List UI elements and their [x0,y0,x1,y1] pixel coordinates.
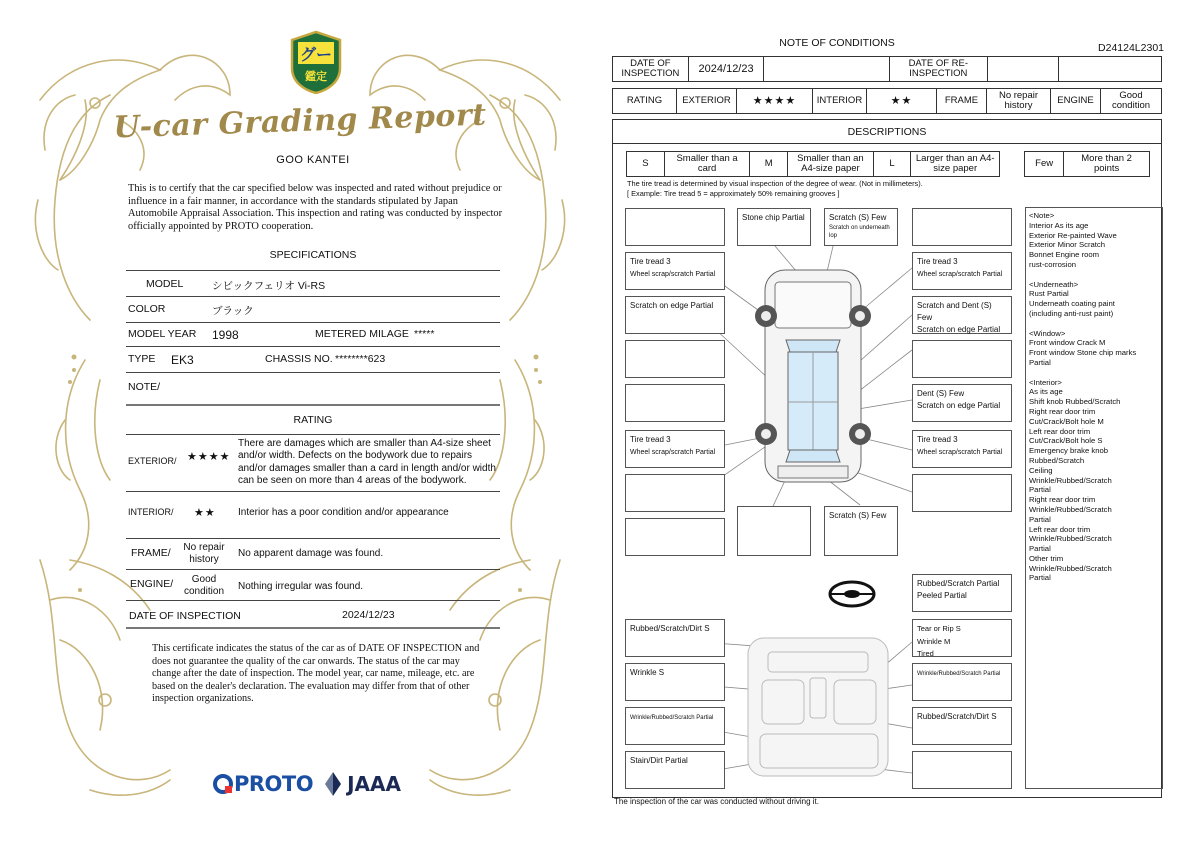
noc-title: NOTE OF CONDITIONS [779,37,895,49]
box-line: Scratch on edge Partial [917,325,1001,334]
note-label: NOTE/ [128,381,161,393]
box-line: Tire tread 3 [917,435,958,444]
legend-l: L [874,152,912,176]
note-line: Interior As its age [1029,220,1089,230]
model-value: シビックフェリオ Vi-RS [212,280,326,292]
interior-label: INTERIOR/ [128,507,174,517]
damage-box [625,474,725,512]
damage-box [625,252,725,290]
note-line: Other trim [1029,553,1064,563]
box-interior-3: Wrinkle S [630,668,665,677]
engine-label: ENGINE [1051,89,1101,113]
damage-box [912,296,1012,334]
note-line: Ceiling [1029,465,1053,475]
damage-box [625,707,725,745]
damage-box [912,340,1012,378]
date-value: 2024/12/23 [689,57,765,81]
jaaa-mark-icon [323,771,343,797]
exterior-stars: ★★★★ [187,451,231,463]
engine-description: Nothing irregular was found. [238,581,364,592]
divider [126,322,500,323]
metered-milage-label: METERED MILAGE [315,328,409,340]
damage-box [625,384,725,422]
box-scratch-sub: Scratch on underneath lop [829,225,890,239]
box-tire-rear-left [626,431,719,462]
frame-value: No repair history [987,89,1051,113]
note-line: Wrinkle/Rubbed/Scratch [1029,475,1112,485]
damage-box [625,619,725,657]
box-tire-front-right [913,253,1006,284]
interior-stars: ★★ [194,507,216,519]
certify-statement: This is to certify that the car specified below was inspected and rated without prejudice or influence in a fair manner, in accordance with the standards stipulated by Japan Automobile Appraisal Association. This inspection and rating was conducted by inspector officially appointed by PROTO cooperation. [128,183,503,232]
damage-box [912,384,1012,422]
damage-box [912,751,1012,789]
legend-l-desc: Larger than an A4-size paper [915,153,995,174]
note-line: Front window Stone chip marks [1029,348,1137,358]
box-line: Tire tread 3 [917,257,958,266]
engine-value: Good condition [183,574,225,598]
damage-box [737,506,811,556]
damage-box [912,619,1012,657]
note-line: <Window> [1029,328,1066,338]
model-year-label: MODEL YEAR [128,328,197,340]
note-line: Rust Partial [1029,289,1069,299]
car-interior-icon [748,638,888,776]
model-label: MODEL [146,278,184,290]
damage-box [625,208,725,246]
divider [126,434,500,435]
box-line: Wheel scrap/scratch Partial [917,449,1003,456]
inspection-date-value: 2024/12/23 [342,609,395,621]
divider [126,296,500,297]
jaaa-logo-text: JAAA [347,772,401,796]
divider [126,600,500,601]
note-line: Exterior Re-painted Wave [1029,230,1117,240]
box-line: Scratch and Dent (S) Few [917,301,992,322]
legend-few: Few [1025,152,1064,176]
note-line: Cut/Crack/Bolt hole S [1029,436,1103,446]
damage-box [625,340,725,378]
note-line: rust-corrosion [1029,259,1076,269]
box-scratch-edge: Scratch on edge Partial [630,301,714,310]
noc-code: D24124L2301 [1098,42,1164,54]
note-line: As its age [1029,387,1063,397]
damage-box [737,208,811,246]
box-interior-5: Wrinkle/Rubbed/Scratch Partial [630,715,714,721]
damage-box [625,518,725,556]
note-line: Partial [1029,573,1051,583]
date-label: DATE OF INSPECTION [613,57,689,81]
legend-few-desc: More than 2 points [1081,153,1132,174]
notes-panel [1025,207,1163,789]
damage-box [912,474,1012,512]
note-line: (including anti-rust paint) [1029,308,1114,318]
box-line: Rubbed/Scratch Partial [917,579,1000,588]
interior-description: Interior has a poor condition and/or appearance [238,507,449,518]
note-line: Right rear door trim [1029,495,1096,505]
damage-box [625,751,725,789]
inspection-date-label: DATE OF INSPECTION [129,610,241,622]
legend-s-desc: Smaller than a card [665,152,751,176]
reinspection-date-label: DATE OF RE-INSPECTION [890,57,988,81]
logo-row [212,770,401,798]
divider [126,627,500,629]
box-dent [913,385,1004,415]
damage-box [912,574,1012,612]
type-value: EK3 [171,353,194,367]
metered-milage-value: ***** [414,328,435,340]
damage-box [625,430,725,468]
note-line [1029,319,1159,329]
legend-s: S [627,152,665,176]
note-line: Partial [1029,485,1051,495]
interior-label: INTERIOR [813,89,867,113]
tire-tread-example: [ Example: Tire tread 5 = approximately 50% remaining grooves ] [627,189,840,198]
box-interior-2 [913,620,965,664]
box-line: Tire tread 3 [630,257,671,266]
certificate-disclaimer: This certificate indicates the status of the car as of DATE OF INSPECTION and does not guarantee the quality of the car onwards. The status of the car may change after the date of inspection. The model year, car name, mileage, etc. are based on the dealer's declaration. The evaluation may differ from that of other inspection organizations. [152,643,480,704]
box-tire-rear-right [913,431,1006,462]
box-line: Peeled Partial [917,591,967,600]
box-line: Wheel scrap/scratch Partial [630,271,716,278]
car-top-view-icon [755,270,871,482]
box-line: Tired [917,649,934,658]
note-line: Partial [1029,357,1051,367]
model-year-value: 1998 [212,328,239,342]
box-line: Wrinkle M [917,636,951,646]
report-subtitle: GOO KANTEI [276,154,350,166]
box-tire-front-left [626,253,719,284]
svg-text:鑑定: 鑑定 [305,70,327,83]
note-line: Partial [1029,544,1051,554]
exterior-description: There are damages which are smaller than A4-size sheet and/or width. Defects on the bodywork due to repairs and/or damages smaller than a card in length and/or width can be seen on more than 4 areas of the bodywork. [238,438,496,487]
frame-value: No repair history [183,542,225,566]
note-line [1029,368,1159,378]
driving-disclaimer: The inspection of the car was conducted without driving it. [614,797,819,806]
note-line: Left rear door trim [1029,426,1091,436]
note-line: Wrinkle/Rubbed/Scratch [1029,504,1112,514]
frame-label: FRAME/ [131,547,171,559]
box-scratch-few: Scratch (S) Few [829,213,887,222]
box-interior-6: Rubbed/Scratch/Dirt S [917,712,997,721]
note-line: Exterior Minor Scratch [1029,240,1106,250]
proto-logo-text: PROTO [234,772,314,796]
proto-logo [212,772,313,796]
divider [126,346,500,347]
note-line: Underneath coating paint [1029,299,1115,309]
engine-label: ENGINE/ [130,578,174,590]
divider [126,569,500,570]
note-of-conditions [600,0,1200,848]
note-line: Right rear door trim [1029,406,1096,416]
note-line: Left rear door trim [1029,524,1091,534]
svg-text:グー: グー [299,45,333,64]
chassis-value: ********623 [335,353,386,365]
chassis-label: CHASSIS NO. [265,353,333,365]
exterior-label: EXTERIOR [677,89,737,113]
note-line: <Note> [1029,211,1055,220]
note-line: Bonnet Engine room [1029,250,1100,260]
exterior-label: EXTERIOR/ [128,456,177,466]
color-label: COLOR [128,303,166,315]
damage-box [912,252,1012,290]
interior-stars: ★★ [867,89,937,113]
note-line: Wrinkle/Rubbed/Scratch [1029,534,1112,544]
box-line: Scratch on edge Partial [917,401,1001,410]
damage-box [912,430,1012,468]
note-line [1029,270,1159,280]
box-line: Dent (S) Few [917,389,965,398]
damage-box [912,208,1012,246]
jaaa-logo [323,771,401,797]
box-line: Wheel scrap/scratch Partial [630,449,716,456]
steering-wheel-icon [830,582,874,606]
rating-heading: RATING [293,414,333,426]
damage-box [625,296,725,334]
divider [126,372,500,373]
exterior-stars: ★★★★ [737,89,813,113]
damage-box [824,506,898,556]
descriptions-heading: DESCRIPTIONS [612,119,1162,144]
box-scratch-rear: Scratch (S) Few [829,511,887,520]
box-interior-4: Wrinkle/Rubbed/Scratch Partial [917,671,1001,677]
damage-box [625,663,725,701]
note-line: Emergency brake knob [1029,446,1109,456]
frame-label: FRAME [937,89,987,113]
box-line: Tire tread 3 [630,435,671,444]
divider [126,270,500,271]
box-interior-7: Stain/Dirt Partial [630,756,688,765]
note-line: <Underneath> [1029,279,1079,289]
type-label: TYPE [128,353,156,365]
engine-value: Good condition [1111,90,1151,111]
divider [126,538,500,539]
damage-box [824,208,898,246]
proto-mark-icon [212,773,234,795]
divider [126,404,500,406]
box-line: Wheel scrap/scratch Partial [917,271,1003,278]
box-steering [913,575,1003,605]
frame-description: No apparent damage was found. [238,548,384,559]
note-line: <Interior> [1029,377,1062,387]
note-line: Front window Crack M [1029,338,1106,348]
color-value: ブラック [212,305,254,317]
specifications-heading: SPECIFICATIONS [269,249,357,261]
note-line: Shift knob Rubbed/Scratch [1029,397,1121,407]
rating-label: RATING [613,89,677,113]
legend-m: M [750,152,788,176]
box-scratch-dent [913,297,1011,339]
note-line: Wrinkle/Rubbed/Scratch [1029,563,1112,573]
goo-kantei-seal-icon [288,30,344,94]
report-title: U-car Grading Report [112,97,488,146]
damage-box [912,707,1012,745]
damage-box [912,663,1012,701]
note-line: Rubbed/Scratch [1029,455,1085,465]
box-stone-chip: Stone chip Partial [742,213,805,222]
box-interior-1: Rubbed/Scratch/Dirt S [630,624,710,633]
legend-m-desc: Smaller than an A4-size paper [788,152,874,176]
tire-tread-note-line: The tire tread is determined by visual inspection of the degree of wear. (Not in millimeters). [627,179,923,188]
divider [126,491,500,492]
box-line: Tear or Rip S [917,624,961,633]
note-line: Partial [1029,514,1051,524]
note-line: Cut/Crack/Bolt hole M [1029,416,1104,426]
